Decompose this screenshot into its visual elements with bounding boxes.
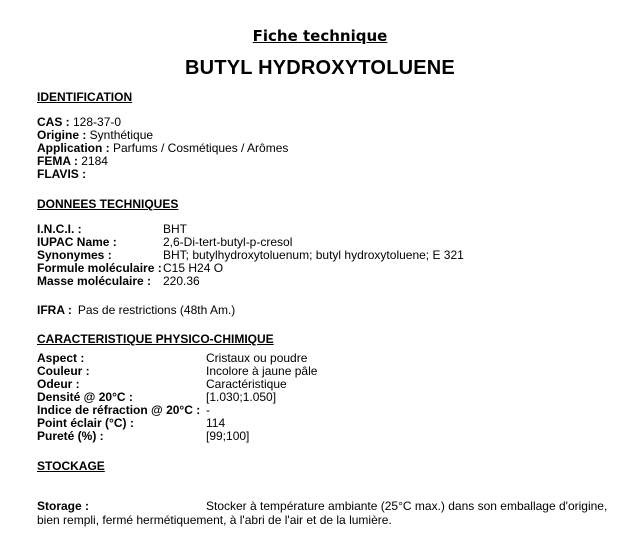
indice-label: Indice de réfraction @ 20°C : (37, 403, 201, 417)
ifra-row (37, 304, 235, 317)
document-subtitle: Fiche technique (252, 27, 388, 45)
fema-value: 2184 (77, 154, 108, 168)
iupac-value: 2,6-Di-tert-butyl-p-cresol (163, 235, 293, 249)
storage-heading: STOCKAGE (37, 459, 105, 473)
synonymes-value: BHT; butylhydroxytoluenum; butyl hydroxytoluene; E 321 (163, 248, 464, 262)
aspect-label: Aspect : (37, 351, 85, 365)
masse-value: 220.36 (163, 274, 200, 288)
odeur-label: Odeur : (37, 377, 80, 391)
technical-heading: DONNEES TECHNIQUES (37, 197, 179, 211)
physico-heading: CARACTERISTIQUE PHYSICO-CHIMIQUE (37, 332, 274, 346)
cas-label: CAS : (37, 115, 70, 129)
storage-paragraph (37, 499, 612, 527)
point-eclair-value: 114 (206, 416, 226, 430)
flavis-label: FLAVIS : (37, 167, 87, 181)
document-title: BUTYL HYDROXYTOLUENE (185, 57, 455, 79)
flavis-row (37, 168, 86, 181)
purete-value: [99;100] (206, 429, 250, 443)
ifra-label: IFRA : (37, 303, 72, 317)
formule-value: C15 H24 O (163, 261, 224, 275)
densite-value: [1.030;1.050] (206, 390, 277, 404)
odeur-value: Caractéristique (206, 377, 287, 391)
aspect-value: Cristaux ou poudre (206, 351, 308, 365)
application-value: Parfums / Cosmétiques / Arômes (109, 141, 289, 155)
origine-value: Synthétique (86, 128, 154, 142)
application-label: Application : (37, 141, 110, 155)
synonymes-label: Synonymes : (37, 248, 112, 262)
inci-value: BHT (163, 222, 187, 236)
densite-label: Densité @ 20°C : (37, 390, 133, 404)
identification-heading: IDENTIFICATION (37, 90, 133, 104)
iupac-label: IUPAC Name : (37, 235, 117, 249)
indice-value: - (206, 403, 210, 417)
purete-label: Pureté (%) : (37, 429, 104, 443)
couleur-label: Couleur : (37, 364, 90, 378)
storage-label: Storage : (37, 499, 90, 513)
point-eclair-label: Point éclair (°C) : (37, 416, 134, 430)
ifra-value: Pas de restrictions (48th Am.) (77, 303, 236, 317)
couleur-value: Incolore à jaune pâle (206, 364, 318, 378)
origine-label: Origine : (37, 128, 87, 142)
masse-label: Masse moléculaire : (37, 274, 152, 288)
inci-label: I.N.C.I. : (37, 222, 82, 236)
storage-value: Stocker à température ambiante (25°C max.) dans son emballage d'origine, bien rempli, fermé hermétiquement, à l'abri de l'air et de la lumière. (37, 499, 608, 527)
fema-label: FEMA : (37, 154, 78, 168)
cas-value: 128-37-0 (69, 115, 122, 129)
formule-label: Formule moléculaire : (37, 261, 162, 275)
